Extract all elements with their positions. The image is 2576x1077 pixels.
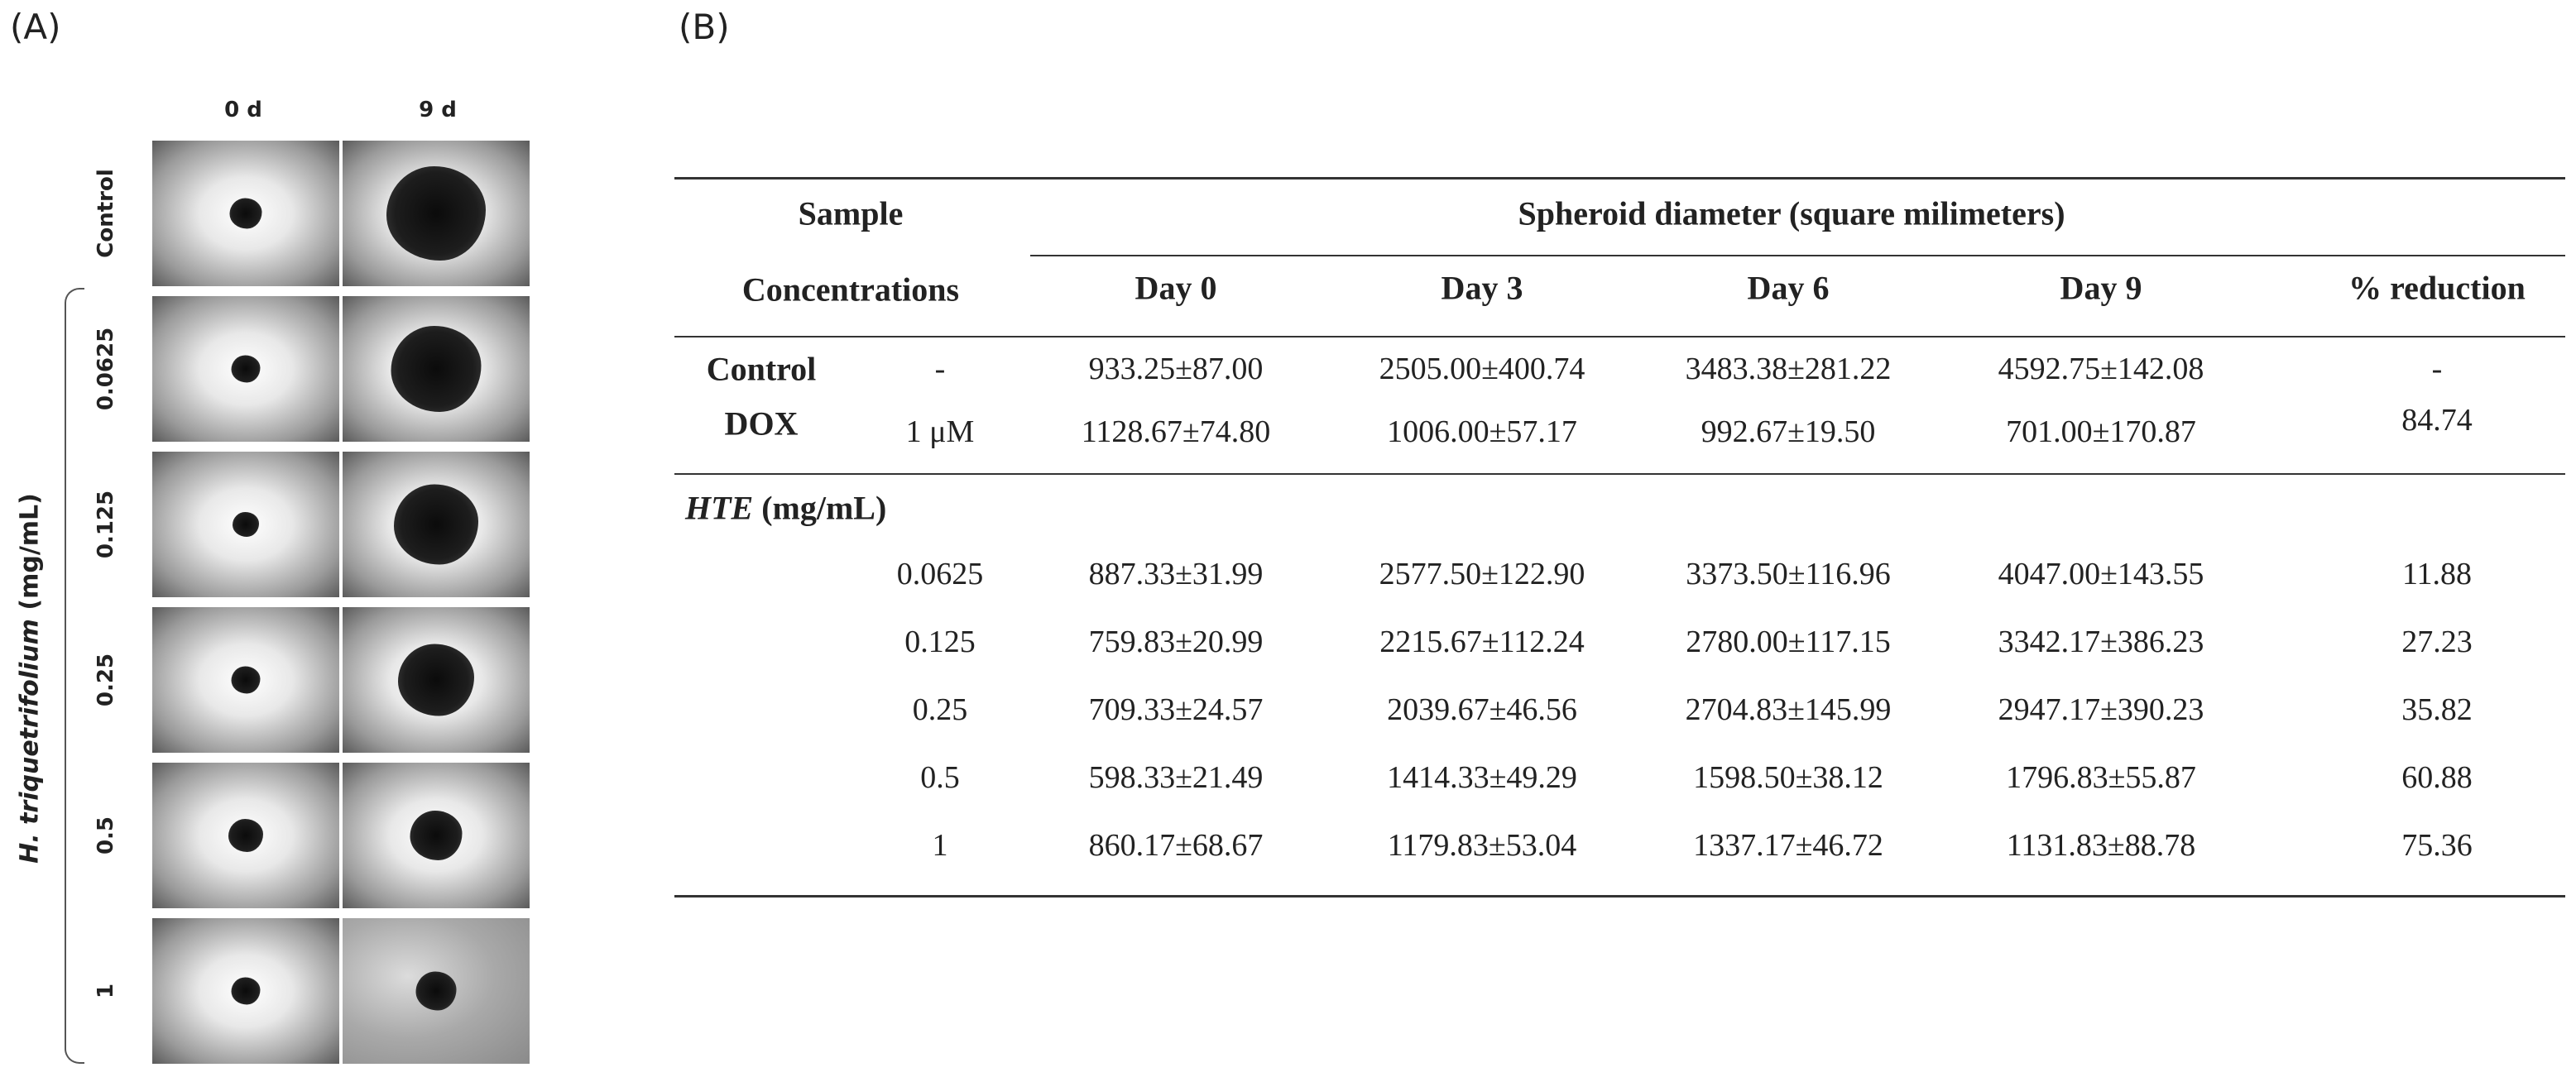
- conc-dox: 1 μM: [905, 414, 975, 449]
- table-cell: 2505.00±400.74: [1379, 352, 1585, 386]
- table-cell: 2577.50±122.90: [1379, 557, 1585, 591]
- panel-b-label: (B): [679, 7, 730, 47]
- table-cell: 1128.67±74.80: [1081, 414, 1271, 449]
- species-name: H. triquetrifolium: [15, 619, 45, 864]
- table-top-rule: [674, 177, 2565, 180]
- table-cell: 598.33±21.49: [1088, 760, 1264, 795]
- table-cell: 3342.17±386.23: [1998, 625, 2204, 659]
- header-concentrations: Concentrations: [741, 270, 960, 309]
- spheroid-mass: [398, 644, 474, 716]
- spheroid-mass: [416, 972, 457, 1011]
- spheroid-image: [152, 607, 339, 753]
- table-cell: 3373.50±116.96: [1686, 557, 1891, 591]
- header-spheroid-diameter: Spheroid diameter (square milimeters): [1518, 194, 2065, 232]
- spheroid-image: [343, 452, 530, 597]
- concentration-bracket: [65, 288, 84, 1064]
- species-unit: (mg/mL): [15, 493, 45, 620]
- table-cell: 1131.83±88.78: [2006, 828, 2196, 863]
- hte-reduction: 35.82: [2401, 692, 2473, 727]
- hte-concentration: 0.125: [904, 625, 976, 659]
- column-header: Day 6: [1747, 269, 1830, 307]
- table-cell: 2039.67±46.56: [1387, 692, 1577, 727]
- table-cell: 1179.83±53.04: [1387, 828, 1577, 863]
- hte-abbrev: HTE: [685, 489, 754, 527]
- table-cell: 1337.17±46.72: [1693, 828, 1883, 863]
- column-header: Day 3: [1441, 269, 1523, 307]
- table-cell: 2215.67±112.24: [1379, 625, 1585, 659]
- table-cell: 701.00±170.87: [2006, 414, 2196, 449]
- column-header: Day 0: [1134, 269, 1217, 307]
- panel-a-label: (A): [10, 7, 61, 47]
- spheroid-mass: [233, 512, 259, 537]
- spheroid-image: [343, 607, 530, 753]
- spheroid-mass: [386, 166, 486, 261]
- column-header-day0: 0 d: [224, 98, 262, 122]
- table-cell: 1598.50±38.12: [1693, 760, 1883, 795]
- hte-concentration: 0.0625: [896, 557, 984, 591]
- spheroid-mass: [394, 485, 478, 565]
- spheroid-image: [152, 763, 339, 908]
- column-header-day9: 9 d: [419, 98, 457, 122]
- hte-section-label: [685, 489, 886, 528]
- spheroid-image: [152, 296, 339, 442]
- header-sample: Sample: [798, 194, 904, 232]
- spheroid-mass: [230, 199, 262, 229]
- spheroid-mass: [391, 326, 482, 412]
- hte-concentration: 1: [932, 828, 948, 863]
- table-control-rule: [674, 473, 2565, 475]
- table-cell: 992.67±19.50: [1701, 414, 1876, 449]
- spheroid-image: [343, 763, 530, 908]
- spheroid-mass: [232, 667, 261, 694]
- column-header: Day 9: [2060, 269, 2142, 307]
- hte-reduction: 27.23: [2401, 625, 2473, 659]
- table-cell: 4592.75±142.08: [1998, 352, 2204, 386]
- spheroid-mass: [228, 819, 263, 852]
- hte-reduction: 11.88: [2401, 557, 2473, 591]
- table-cell: 2780.00±117.15: [1686, 625, 1891, 659]
- conc-control: -: [934, 352, 946, 386]
- table-cell: 2704.83±145.99: [1685, 692, 1892, 727]
- table-cell: 759.83±20.99: [1088, 625, 1264, 659]
- table-group-rule: [1030, 255, 2565, 256]
- table-cell: 933.25±87.00: [1088, 352, 1264, 386]
- table-cell: 1796.83±55.87: [2006, 760, 2196, 795]
- hte-concentration: 0.5: [920, 760, 960, 795]
- spheroid-mass: [232, 978, 261, 1005]
- hte-reduction: 60.88: [2401, 760, 2473, 795]
- spheroid-image: [152, 918, 339, 1064]
- reduction-dox: 84.74: [2401, 403, 2473, 438]
- spheroid-image: [343, 141, 530, 286]
- hte-concentration: 0.25: [912, 692, 968, 727]
- table-cell: 1414.33±49.29: [1387, 760, 1577, 795]
- spheroid-image: [152, 452, 339, 597]
- table-bottom-rule: [674, 895, 2565, 898]
- hte-unit: (mg/mL): [753, 489, 887, 527]
- sample-dox: DOX: [724, 404, 799, 443]
- hte-reduction: 75.36: [2401, 828, 2473, 863]
- reduction-control: -: [2431, 352, 2443, 386]
- column-header: % reduction: [2348, 269, 2526, 307]
- spheroid-mass: [232, 356, 261, 383]
- sample-control: Control: [706, 350, 817, 388]
- table-cell: 887.33±31.99: [1088, 557, 1264, 591]
- spheroid-image: [343, 918, 530, 1064]
- table-cell: 3483.38±281.22: [1685, 352, 1892, 386]
- spheroid-image: [343, 296, 530, 442]
- spheroid-image: [152, 141, 339, 286]
- table-cell: 2947.17±390.23: [1998, 692, 2204, 727]
- table-header-rule: [674, 336, 2565, 337]
- table-cell: 709.33±24.57: [1088, 692, 1264, 727]
- table-cell: 1006.00±57.17: [1387, 414, 1577, 449]
- table-cell: 860.17±68.67: [1088, 828, 1264, 863]
- table-cell: 4047.00±143.55: [1998, 557, 2204, 591]
- spheroid-mass: [410, 811, 463, 860]
